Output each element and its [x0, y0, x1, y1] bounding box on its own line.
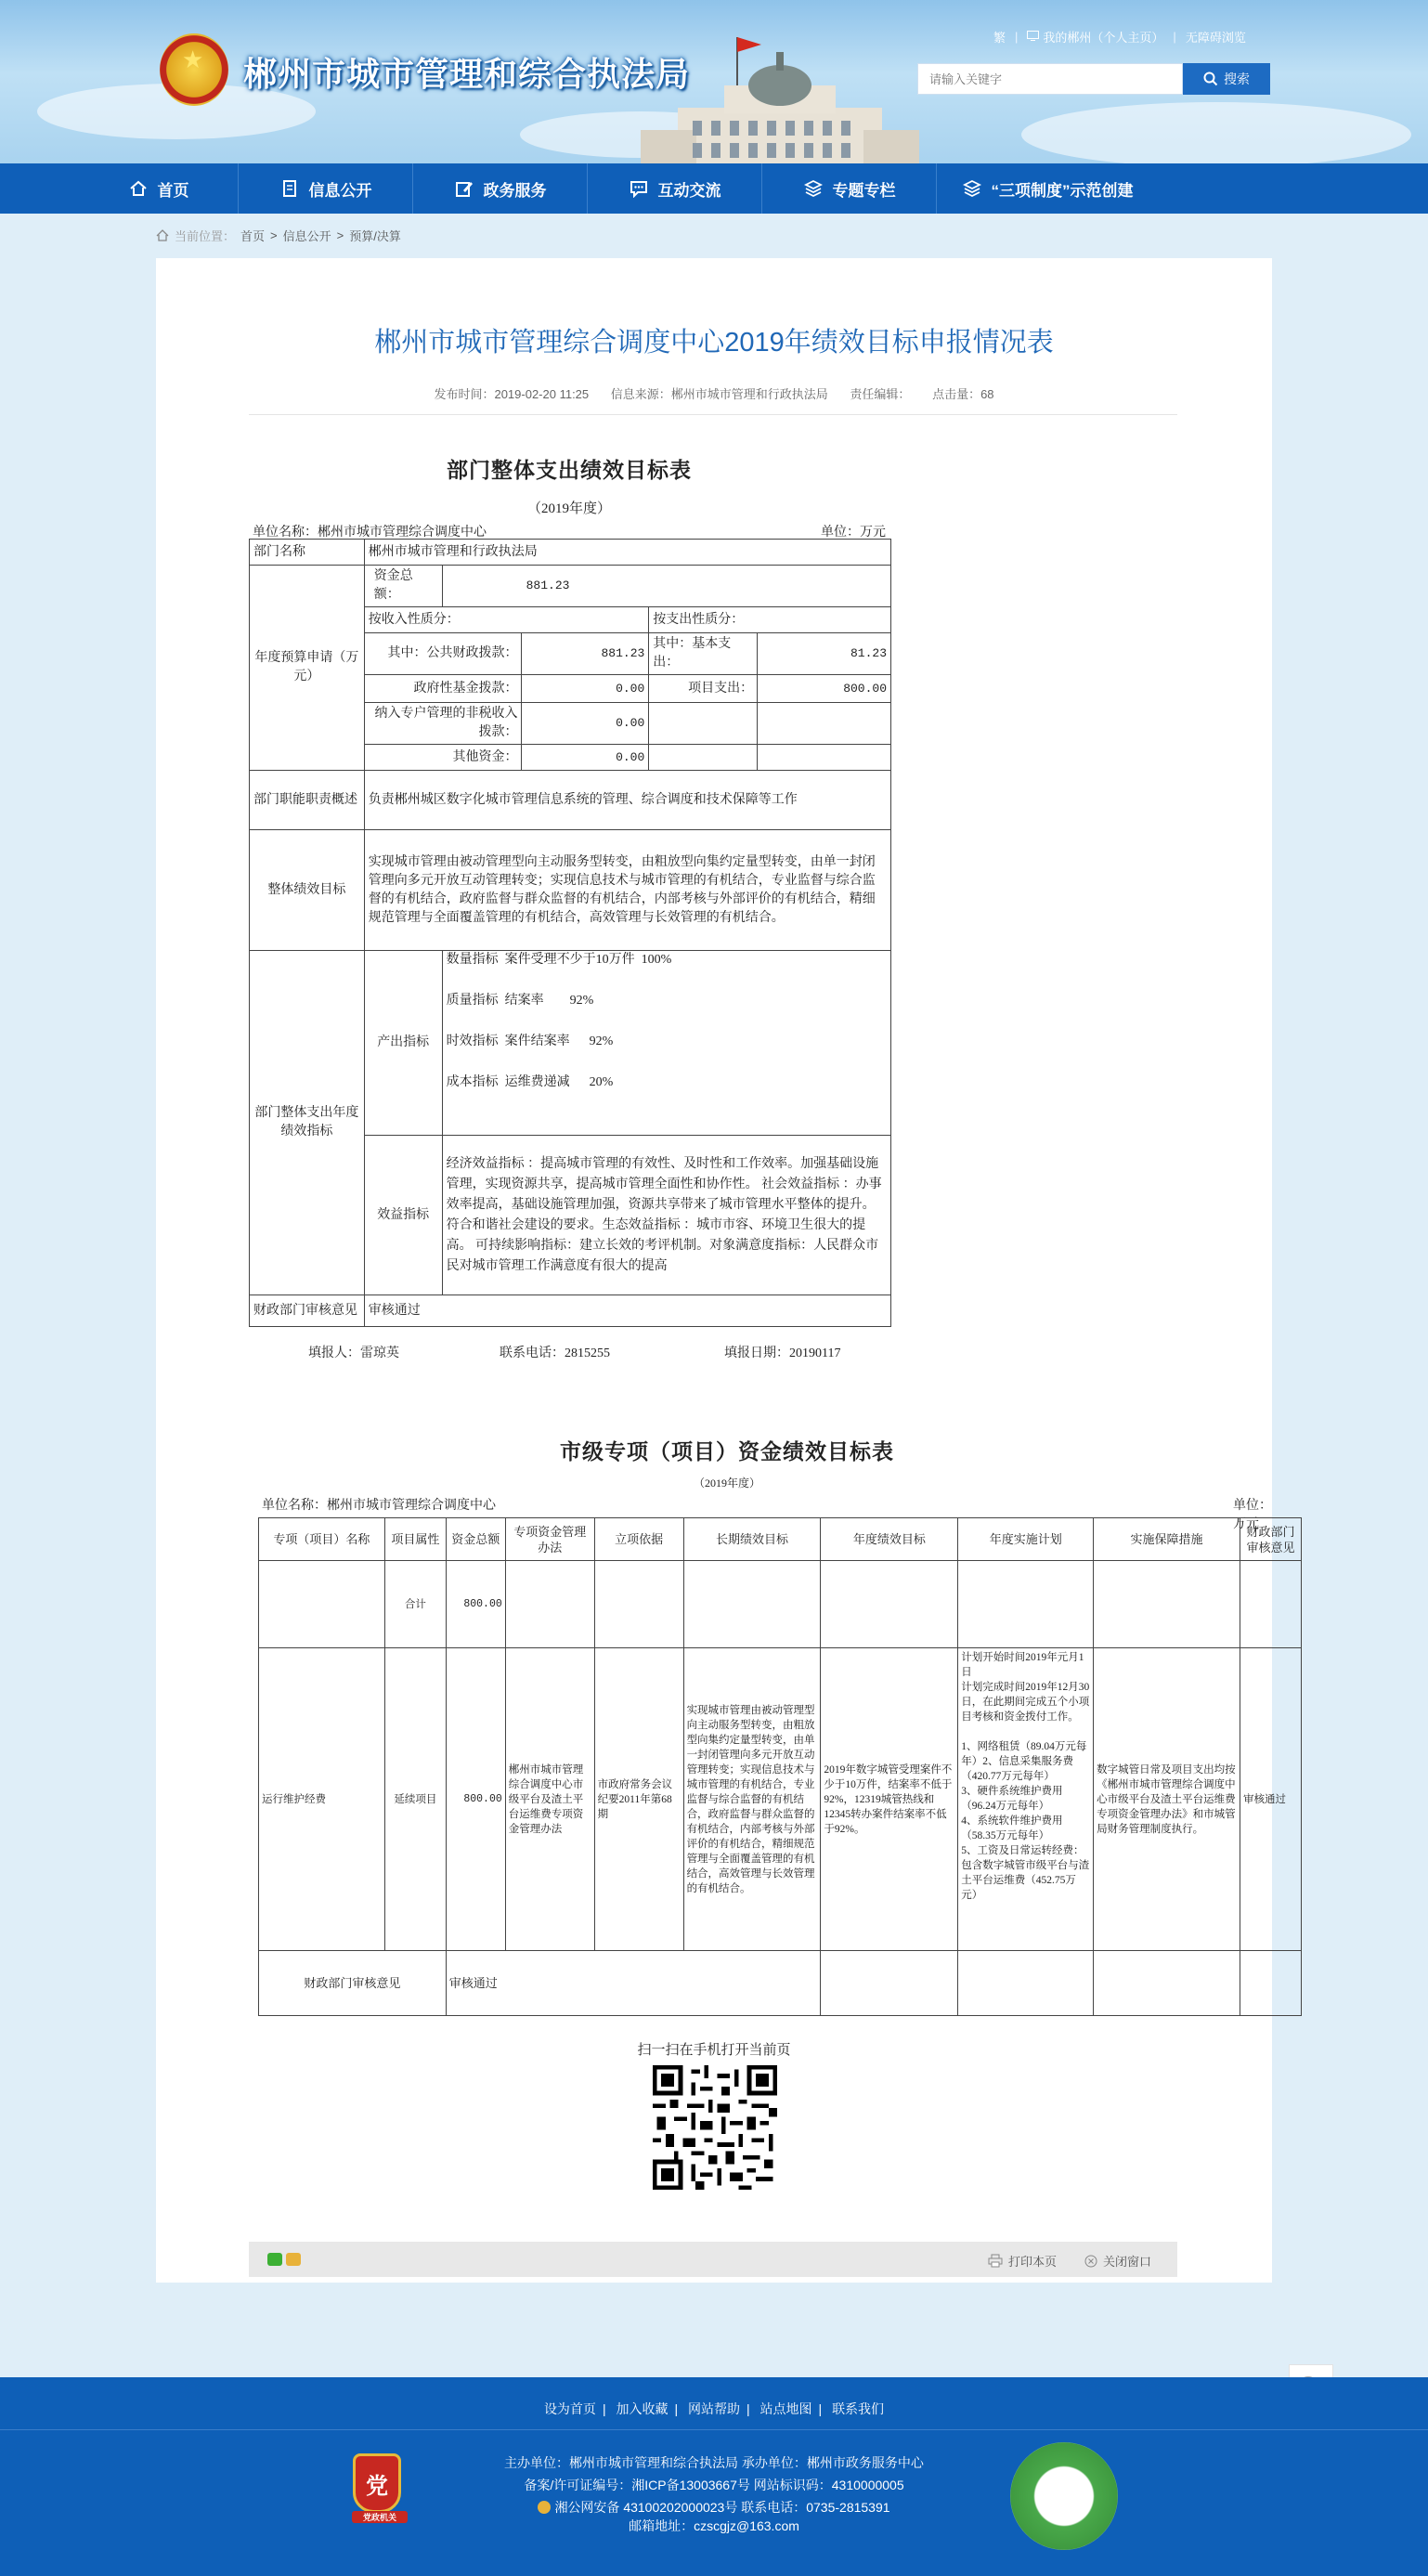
badge-label: 党政机关 — [352, 2511, 408, 2523]
main-nav — [0, 163, 1428, 214]
site-header — [0, 0, 1428, 163]
search-button-label: 搜索 — [1224, 72, 1250, 86]
output-indicator-item: 质量指标 结案率 92% — [446, 994, 594, 1008]
fill-date: 填报日期：20190117 — [724, 1347, 841, 1360]
accessibility-link[interactable]: 无障碍浏览 — [1185, 31, 1246, 45]
total-value: 800.00 — [446, 1561, 505, 1648]
empty-cell — [958, 1561, 1094, 1648]
column-header: 专项资金管理办法 — [505, 1518, 594, 1561]
empty-cell — [1094, 1561, 1240, 1648]
filler-name: 填报人：雷琼英 — [308, 1347, 399, 1360]
duty-label: 部门职能职责概述 — [250, 771, 365, 830]
search-icon — [1203, 72, 1218, 86]
footer-police-text: 湘公网安备 43100202000023号 联系电话：0735-2815391 — [554, 2500, 890, 2515]
total-label: 合计 — [384, 1561, 446, 1648]
table-row — [250, 540, 891, 566]
layers-icon — [803, 178, 824, 199]
article-meta — [156, 384, 1272, 402]
column-header: 年度绩效目标 — [821, 1518, 958, 1561]
printer-icon — [988, 2254, 1003, 2268]
empty-cell — [758, 745, 891, 771]
nav-item-home[interactable] — [79, 163, 239, 214]
edit-icon — [454, 178, 474, 199]
footer-icp: 备案/许可证编号：湘ICP备13003667号 网站标识码：4310000005 — [524, 2478, 904, 2492]
empty-cell — [821, 1951, 958, 2016]
table2-year: （2019年度） — [693, 1477, 760, 1490]
table-row — [250, 566, 891, 607]
print-button[interactable] — [988, 2252, 1057, 2270]
performance-table — [249, 539, 891, 1327]
document-icon — [279, 178, 300, 199]
empty-cell — [683, 1561, 821, 1648]
output-indicator-list — [442, 951, 890, 1136]
duty-value: 负责郴州城区数字化城市管理信息系统的管理、综合调度和技术保障等工作 — [364, 771, 890, 830]
traditional-chinese-link[interactable]: 繁 — [993, 31, 1006, 45]
overall-goal-label: 整体绩效目标 — [250, 830, 365, 951]
other-fund-value: 0.00 — [522, 745, 649, 771]
empty-cell — [649, 703, 758, 745]
table1-unit-name: 单位名称：郴州市城市管理综合调度中心 — [253, 526, 487, 540]
national-emblem-icon: ★ — [160, 33, 228, 106]
basic-expense-value: 81.23 — [758, 633, 891, 675]
table1-signature — [308, 1343, 840, 1361]
empty-cell — [758, 703, 891, 745]
dept-label: 部门名称 — [250, 540, 365, 566]
breadcrumb-item[interactable]: 预算/决算 — [349, 229, 401, 243]
project-long-goal: 实现城市管理由被动管理型向主动服务型转变，由粗放型向集约定量型转变，由单一封闭管理向多元开放互动管理转变；实现信息技术与城市管理的有机结合，专业监督与综合监督的有机结合，政府监督与群众监督的有机结合，内部考核与外部评价的有机结合，精细规范管理与全面覆盖管理的有机结合，高效管理与长效管理的有机结合。 — [683, 1648, 821, 1951]
nav-item-services[interactable] — [413, 163, 588, 214]
project-expense-value: 800.00 — [758, 675, 891, 703]
empty-cell — [259, 1561, 385, 1648]
layers-icon — [962, 178, 982, 199]
close-icon — [1084, 2255, 1097, 2268]
nav-item-interaction[interactable] — [588, 163, 762, 214]
breadcrumb-separator: > — [336, 228, 344, 242]
output-indicator-item: 时效指标 案件结案率 92% — [446, 1034, 614, 1048]
footer-link-sitemap[interactable]: 站点地图 — [759, 2401, 812, 2416]
city-hall-building-icon — [641, 28, 919, 163]
footer-host: 主办单位：郴州市城市管理和综合执法局 承办单位：郴州市政务服务中心 — [504, 2455, 924, 2470]
site-footer — [0, 2377, 1428, 2576]
top-links — [993, 28, 1246, 46]
divider — [0, 2429, 1428, 2430]
project-basis: 市政府常务会议纪要2011年第68期 — [594, 1648, 683, 1951]
table-row — [250, 771, 891, 830]
civilized-city-badge-icon[interactable] — [1010, 2442, 1118, 2550]
dept-value: 郴州市城市管理和行政执法局 — [364, 540, 890, 566]
nav-item-label: 专题专栏 — [832, 181, 896, 200]
effect-indicator-label: 效益指标 — [364, 1136, 442, 1295]
empty-cell — [649, 745, 758, 771]
public-finance-value: 881.23 — [522, 633, 649, 675]
table-row — [259, 1648, 1302, 1951]
gov-fund-label: 政府性基金拨款： — [364, 675, 522, 703]
column-header: 资金总额 — [446, 1518, 505, 1561]
home-icon — [156, 229, 169, 241]
basic-expense-label: 其中：基本支出： — [649, 633, 758, 675]
divider — [249, 414, 1177, 415]
close-label: 关闭窗口 — [1103, 2255, 1152, 2269]
total-value: 881.23 — [442, 566, 890, 607]
nav-item-label: 政务服务 — [483, 181, 547, 200]
project-year-goal: 2019年数字城管受理案件不少于10万件，结案率不低于92%，12319城管热线和12345转办案件结案率不低于92%。 — [821, 1648, 958, 1951]
search-button[interactable] — [1183, 63, 1270, 95]
search-input[interactable] — [917, 63, 1183, 95]
empty-cell — [594, 1561, 683, 1648]
project-method: 郴州市城市管理综合调度中心市级平台及渣土平台运维费专项资金管理办法 — [505, 1648, 594, 1951]
article-title: 郴州市城市管理综合调度中心2019年绩效目标申报情况表 — [374, 328, 1054, 358]
breadcrumb-prefix: 当前位置： — [175, 229, 236, 243]
empty-cell — [1240, 1561, 1301, 1648]
empty-cell — [958, 1951, 1094, 2016]
empty-cell — [1240, 1951, 1301, 2016]
effect-indicator-value: 经济效益指标 ：提高城市管理的有效性、及时性和工作效率。加强基础设施管理，实现资源共享，提高城市管理全面性和协作性。 社会效益指标 ：办事效率提高，基础设施管理加强，资源共享带来了城市管理水平整体的提升。符合和谐社会建设的要求。生态效益指标 ：城市市容、环境卫生很大的提高。 可持续影响指标：建立长效的考评机制。对象满意度指标：人民群众市民对城市管理工作满意度有很大的提高 — [442, 1136, 890, 1295]
project-measure: 数字城管日常及项目支出均按《郴州市城市管理综合调度中心市级平台及渣土平台运维费专项资金管理办法》和市城管局财务管理制度执行。 — [1094, 1648, 1240, 1951]
print-label: 打印本页 — [1008, 2255, 1058, 2269]
by-expense-label: 按支出性质分： — [649, 607, 891, 633]
breadcrumb-item[interactable]: 信息公开 — [282, 229, 331, 243]
table1-unit: 单位：万元 — [821, 526, 886, 540]
table-row — [259, 1951, 1302, 2016]
project-amount: 800.00 — [446, 1648, 505, 1951]
other-fund-label: 其他资金： — [364, 745, 522, 771]
empty-cell — [1094, 1951, 1240, 2016]
footer-link-favorite[interactable]: 加入收藏 — [616, 2401, 669, 2416]
project-fund-table — [258, 1517, 1302, 2016]
total-label: 资金总额： — [364, 566, 442, 607]
nav-item-info[interactable] — [239, 163, 413, 214]
column-header: 专项（项目）名称 — [259, 1518, 385, 1561]
contact-phone: 联系电话：2815255 — [500, 1347, 610, 1360]
empty-cell — [821, 1561, 958, 1648]
column-header: 立项依据 — [594, 1518, 683, 1561]
column-header: 长期绩效目标 — [683, 1518, 821, 1561]
by-income-label: 按收入性质分： — [364, 607, 649, 633]
table-row — [250, 1295, 891, 1327]
output-indicator-item: 数量指标 案件受理不少于10万件 100% — [446, 953, 672, 967]
project-name: 运行维护经费 — [259, 1648, 385, 1951]
finance-opinion-value: 审核通过 — [446, 1951, 821, 2016]
editor: 责任编辑： — [850, 387, 911, 401]
nav-item-label: 首页 — [157, 181, 189, 200]
info-source: 信息来源：郴州市城市管理和行政执法局 — [610, 387, 828, 401]
wechat-share-icon[interactable] — [267, 2253, 282, 2266]
table2-title: 市级专项（项目）资金绩效目标表 — [560, 1440, 894, 1464]
qr-code-icon — [653, 2065, 777, 2190]
column-header: 实施保障措施 — [1094, 1518, 1240, 1561]
qr-label: 扫一扫在手机打开当前页 — [637, 2042, 791, 2058]
overall-goal-value: 实现城市管理由被动管理型向主动服务型转变，由粗放型向集约定量型转变，由单一封闭管理向多元开放互动管理转变；实现信息技术与城市管理的有机结合，专业监督与综合监督的有机结合，政府监督与群众监督的有机结合，内部考核与外部评价的有机结合，精细规范管理与全面覆盖管理的有机结合，高效管理与长效管理的有机结合。 — [364, 830, 890, 951]
gov-fund-value: 0.00 — [522, 675, 649, 703]
footer-links: 设为首页 | 加入收藏 | 网站帮助 | 站点地图 | 联系我们 — [543, 2401, 885, 2416]
finance-opinion-label: 财政部门审核意见 — [259, 1951, 447, 2016]
police-badge-icon — [538, 2501, 551, 2514]
special-income-label: 纳入专户管理的非税收入拨款： — [364, 703, 522, 745]
output-indicator-label: 产出指标 — [364, 951, 442, 1136]
nav-item-label: “三项制度”示范创建 — [991, 181, 1134, 200]
nav-item-label: 信息公开 — [308, 181, 372, 200]
home-icon — [128, 178, 149, 199]
footer-link-set-home[interactable]: 设为首页 — [543, 2401, 596, 2416]
footer-link-help[interactable]: 网站帮助 — [688, 2401, 740, 2416]
footer-link-contact[interactable]: 联系我们 — [832, 2401, 885, 2416]
finance-opinion-value: 审核通过 — [364, 1295, 890, 1327]
monitor-icon — [1027, 30, 1039, 44]
table-row — [250, 830, 891, 951]
column-header: 年度实施计划 — [958, 1518, 1094, 1561]
public-finance-label: 其中：公共财政拨款： — [364, 633, 522, 675]
weibo-share-icon[interactable] — [286, 2253, 301, 2266]
share-icons — [267, 2253, 301, 2266]
column-header: 项目属性 — [384, 1518, 446, 1561]
budget-label: 年度预算申请（万元） — [250, 566, 365, 771]
special-income-value: 0.00 — [522, 703, 649, 745]
footer-email: 邮箱地址：czscgjz@163.com — [629, 2518, 799, 2533]
share-bar — [249, 2242, 1177, 2277]
footer-police — [0, 2498, 1428, 2517]
separator: | — [1015, 30, 1019, 44]
breadcrumb-separator: > — [270, 228, 278, 242]
cloud-decoration — [1021, 102, 1411, 163]
nav-item-topics[interactable] — [762, 163, 937, 214]
table1-year: （2019年度） — [526, 501, 611, 516]
project-expense-label: 项目支出： — [649, 675, 758, 703]
breadcrumb — [156, 227, 401, 244]
separator: | — [1173, 30, 1176, 44]
my-chenzhou-link[interactable]: 我的郴州（个人主页） — [1043, 31, 1164, 45]
nav-item-label: 互动交流 — [657, 181, 721, 200]
breadcrumb-item[interactable]: 首页 — [240, 229, 266, 243]
nav-item-three-systems[interactable] — [937, 163, 1158, 214]
column-header: 财政部门审核意见 — [1240, 1518, 1301, 1561]
project-attr: 延续项目 — [384, 1648, 446, 1951]
table-row — [250, 951, 891, 1136]
site-title[interactable]: 郴州市城市管理和综合执法局 — [243, 55, 691, 93]
article-panel — [156, 258, 1295, 2283]
empty-cell — [505, 1561, 594, 1648]
indicator-label: 部门整体支出年度绩效指标 — [250, 951, 365, 1295]
finance-opinion-label: 财政部门审核意见 — [250, 1295, 365, 1327]
project-plan: 计划开始时间2019年元月1日 计划完成时间2019年12月30日，在此期间完成五个小项目考核和资金拨付工作。 1、网络租赁（89.04万元每年）2、信息采集服务费（420.77万元每年） 3、硬件系统维护费用（96.24万元每年） 4、系统软件维护费用（58.35万元每年） 5、工资及日常运转经费：包含数字城管市级平台与渣土平台运维费（452.75万元） — [958, 1648, 1094, 1951]
close-window-button[interactable] — [1084, 2252, 1151, 2270]
output-indicator-item: 成本指标 运维费递减 20% — [446, 1075, 614, 1089]
project-opinion: 审核通过 — [1240, 1648, 1301, 1951]
table2-unit: 单位：万元 — [1233, 1499, 1272, 1531]
table-header-row — [259, 1518, 1302, 1561]
table2-unit-name: 单位名称：郴州市城市管理综合调度中心 — [262, 1499, 496, 1513]
table-row — [259, 1561, 1302, 1648]
publish-time: 发布时间：2019-02-20 11:25 — [434, 387, 590, 401]
party-government-badge-icon[interactable]: 党 党政机关 — [353, 2453, 401, 2513]
table1-title: 部门整体支出绩效目标表 — [447, 459, 692, 482]
view-count: 点击量：68 — [932, 387, 994, 401]
chat-icon — [629, 178, 649, 199]
